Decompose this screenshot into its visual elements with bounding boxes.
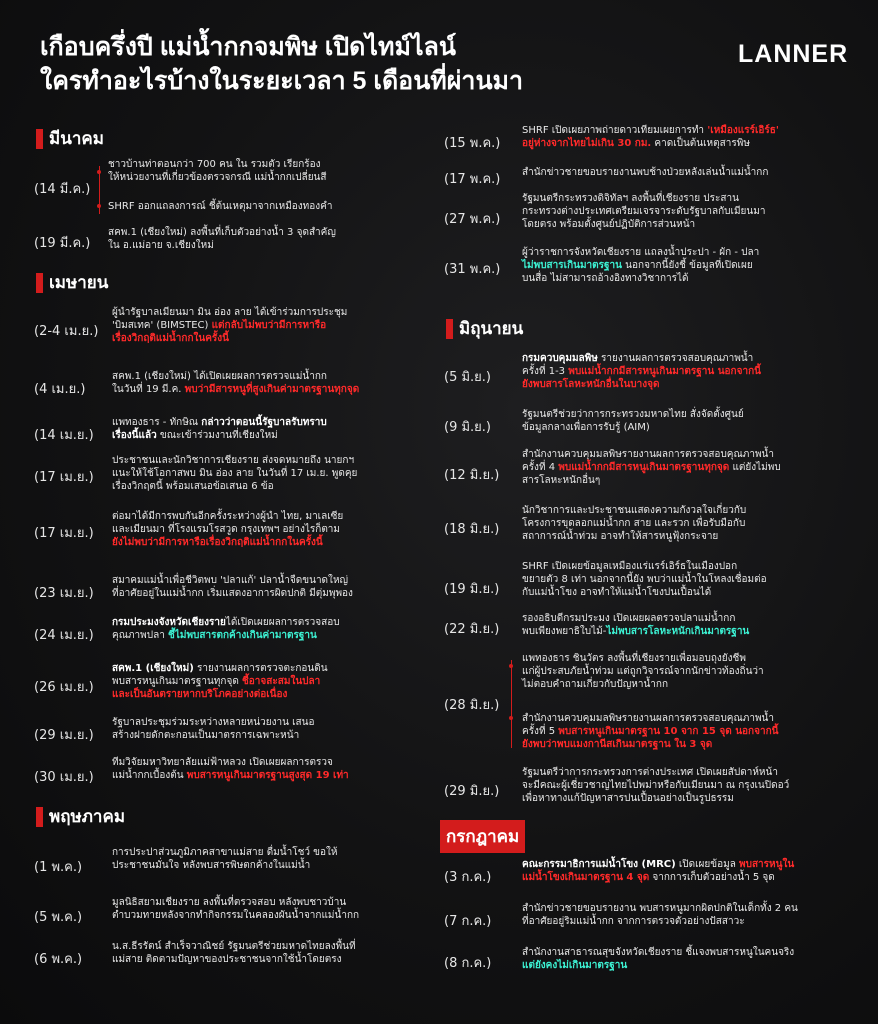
- date-label: (2-4 เม.ย.): [34, 324, 99, 339]
- event-description: รัฐบาลประชุมร่วมระหว่างหลายหน่วยงาน เสนอ สร้างฝายดักตะกอนเป็นมาตรการเฉพาะหน้า: [112, 717, 315, 741]
- month-header-may: พฤษภาคม: [30, 800, 131, 833]
- event-description: SHRF เปิดเผยข้อมูลเหมืองแร่แรร์เอิร์ธในเมืองปอก ขยายตัว 8 เท่า นอกจากนี้ยัง พบว่าแม่น้ำในโหลงเชื่อมต่อ กับแม่น้ำโขง อาจทำให้แม่น้ำโขงปนเปื้อนได้: [522, 561, 767, 598]
- event-description: รองอธิบดีกรมประมง เปิดเผยผลตรวจปลาแม่น้ำกก พบเพียงพยาธิใบไม้-ไม่พบสารโลหะหนักเกินมาตรฐาน: [522, 613, 750, 637]
- event-description: น.ส.ธีรรัตน์ สำเร็จวาณิชย์ รัฐมนตรีช่วยมหาดไทยลงพื้นที่ แม่สาย ติดตามปัญหาของประชาชนจากใช้น้ำโดยตรง: [112, 941, 356, 965]
- event-description: กรมควบคุมมลพิษ รายงานผลการตรวจสอบคุณภาพน้ำ ครั้งที่ 1-3 พบแม่น้ำกกมีสารหนูเกินมาตรฐาน นอกจากนี้ ยังพบสารโลหะหนักอื่นในบางจุด: [522, 353, 761, 390]
- date-label: (18 มิ.ย.): [444, 522, 500, 537]
- event-description: สำนักข่าวชายขอบรายงาน พบสารหนูมากผิดปกติในเด็กทั้ง 2 คน ที่อาศัยอยู่ริมแม่น้ำกก จากการตรวจตัวอย่างปัสสาวะ: [522, 903, 798, 927]
- event-description: นักวิชาการและประชาชนแสดงความกังวลใจเกี่ยวกับ โครงการขุดลอกแม่น้ำกก สาย และรวก เพื่อรับมือกับ สถาการณ์น้ำท่วม อาจทำให้สารหนูฟุ้งกระจาย: [522, 505, 747, 542]
- red-bar-icon: [36, 273, 43, 293]
- red-bar-icon: [36, 129, 43, 149]
- event-description: สคพ.1 (เชียงใหม่) ลงพื้นที่เก็บตัวอย่างน้ำ 3 จุดสำคัญ ใน อ.แม่อาย จ.เชียงใหม่: [108, 227, 336, 251]
- date-label: (9 มิ.ย.): [444, 420, 491, 435]
- bracket-dot: [509, 664, 513, 668]
- event-description: SHRF เปิดเผยภาพถ่ายดาวเทียมเผยการทำ 'เหมืองแรร์เอิร์ธ' อยู่ห่างจากไทยไม่เกิน 30 กม. คาดเป็นต้นเหตุสารพิษ: [522, 125, 779, 149]
- event-description: สำนักข่าวชายขอบรายงานพบช้างป่วยหลังเล่นน้ำแม่น้ำกก: [522, 167, 769, 178]
- date-label: (29 เม.ย.): [34, 728, 94, 743]
- date-label: (8 ก.ค.): [444, 956, 492, 971]
- bracket-line: [511, 660, 512, 748]
- date-label: (3 ก.ค.): [444, 870, 492, 885]
- date-label: (14 เม.ย.): [34, 428, 94, 443]
- date-label: (4 เม.ย.): [34, 382, 86, 397]
- bracket-dot: [97, 204, 101, 208]
- event-description: ชาวบ้านท่าตอนกว่า 700 คน ใน รวมตัว เรียกร้อง ให้หน่วยงานที่เกี่ยวข้องตรวจกรณี แม่น้ำกกเปลี่ยนสี: [108, 159, 327, 183]
- date-label: (1 พ.ค.): [34, 860, 83, 875]
- event-description: คณะกรรมาธิการแม่น้ำโขง (MRC) เปิดเผยข้อมูล พบสารหนูใน แม่น้ำโขงเกินมาตรฐาน 4 จุด จากการเก็บตัวอย่างน้ำ 5 จุด: [522, 859, 795, 883]
- date-label: (19 มิ.ย.): [444, 582, 500, 597]
- event-description: สำนักงานควบคุมมลพิษรายงานผลการตรวจสอบคุณภาพน้ำ ครั้งที่ 4 พบแม่น้ำกกมีสารหนูเกินมาตรฐานทุกจุด แต่ยังไม่พบ สารโลหะหนักอื่นๆ: [522, 449, 781, 486]
- event-description: แพทองธาร - ทักษิณ กล่าวว่าตอนนี้รัฐบาลรับทราบ เรื่องนี้แล้ว ขณะเข้าร่วมงานที่เชียงใหม่: [112, 417, 327, 441]
- date-label: (17 เม.ย.): [34, 470, 94, 485]
- event-description: ต่อมาได้มีการพบกันอีกครั้งระหว่างผู้นำ ไทย, มาเลเซีย และเมียนมา ที่โรงแรมโรสวูด กรุงเทพฯ อย่างไรก็ตาม ยังไม่พบว่ามีการหารือเรื่องวิกฤติแม่น้ำกกในครั้งนี้: [112, 511, 344, 548]
- event-description: สคพ.1 (เชียงใหม่) ได้เปิดเผยผลการตรวจแม่น้ำกก ในวันที่ 19 มี.ค. พบว่ามีสารหนูที่สูงเกินค่ามาตรฐานทุกจุด: [112, 371, 360, 395]
- lanner-logo: LANNER: [738, 40, 849, 68]
- title-line-2: ใครทำอะไรบ้างในระยะเวลา 5 เดือนที่ผ่านมา: [40, 67, 524, 95]
- date-label: (15 พ.ค.): [444, 136, 501, 151]
- event-description: ทีมวิจัยมหาวิทยาลัยแม่ฟ้าหลวง เปิดเผยผลการตรวจ แม่น้ำกกเบื้องต้น พบสารหนูเกินมาตรฐานสูงสุด 19 เท่า: [112, 757, 349, 781]
- event-description: กรมประมงจังหวัดเชียงรายได้เปิดเผยผลการตรวจสอบ คุณภาพปลา ชี้ไม่พบสารตกค้างเกินค่ามาตรฐาน: [112, 617, 340, 641]
- date-label: (6 พ.ค.): [34, 952, 83, 967]
- month-header-april: เมษายน: [30, 266, 114, 299]
- event-description: รัฐมนตรีว่าการกระทรวงการต่างประเทศ เปิดเผยสัปดาห์หน้า จะมีคณะผู้เชี่ยวชาญไทยไปพม่าหรือกับเมียนมา ณ กรุงเนปิดอว์ เพื่อหาทางแก้ปัญหาสารปนเปื้อนอย่างเป็นรูปธรรม: [522, 767, 790, 804]
- date-label: (5 พ.ค.): [34, 910, 83, 925]
- event-description: แพทองธาร ชินวัตร ลงพื้นที่เชียงรายเพื่อมอบถุงยังชีพ แก่ผู้ประสบภัยน้ำท่วม แต่ถูกวิจารณ์จากนักข่าวท้องถิ่นว่า ไม่ตอบคำถามเกี่ยวกับปัญหาน้ำกก: [522, 653, 764, 690]
- bracket-dot: [509, 716, 513, 720]
- date-label: (7 ก.ค.): [444, 914, 492, 929]
- event-description: สำนักงานควบคุมมลพิษรายงานผลการตรวจสอบคุณภาพน้ำ ครั้งที่ 5 พบสารหนูเกินมาตรฐาน 10 จาก 15 จุด นอกจากนี้ ยังพบว่าพบแมงกานีสเกินมาตรฐาน ใน 3 จุด: [522, 713, 779, 750]
- date-label: (19 มี.ค.): [34, 236, 91, 251]
- date-label: (31 พ.ค.): [444, 262, 501, 277]
- month-header-june: มิถุนายน: [440, 312, 529, 345]
- month-header-july: กรกฎาคม: [440, 820, 525, 853]
- date-label: (30 เม.ย.): [34, 770, 94, 785]
- title-line-1: เกือบครึ่งปี แม่น้ำกกจมพิษ เปิดไทม์ไลน์: [40, 33, 456, 61]
- date-label: (28 มิ.ย.): [444, 698, 500, 713]
- event-description: สคพ.1 (เชียงใหม่) รายงานผลการตรวจตะกอนดิน พบสารหนูเกินมาตรฐานทุกจุด ชี้อาจสะสมในปลา และเป็นอันตรายหากบริโภคอย่างต่อเนื่อง: [112, 663, 328, 700]
- page-title: [40, 30, 680, 98]
- event-description: ผู้นำรัฐบาลเมียนมา มิน อ่อง ลาย ได้เข้าร่วมการประชุม 'บิมสเทค' (BIMSTEC) แต่กลับไม่พบว่ามีการหารือ เรื่องวิกฤติแม่น้ำกกในครั้งนี้: [112, 307, 348, 344]
- month-header-march: มีนาคม: [30, 122, 110, 155]
- event-description: มูลนิธิสยามเชียงราย ลงพื้นที่ตรวจสอบ หลังพบชาวบ้าน ตำบวมทายหลังจากทำกิจกรรมในคลองผันน้ำจากแม่น้ำกก: [112, 897, 360, 921]
- date-label: (26 เม.ย.): [34, 680, 94, 695]
- event-description: สมาคมแม่น้ำเพื่อชีวิตพบ 'ปลาแก้' ปลาน้ำจืดขนาดใหญ่ ที่อาศัยอยู่ในแม่น้ำกก เริ่มแสดงอาการผิดปกติ มีตุ่มพุพอง: [112, 575, 353, 599]
- date-label: (14 มี.ค.): [34, 182, 91, 197]
- date-label: (17 เม.ย.): [34, 526, 94, 541]
- date-label: (29 มิ.ย.): [444, 784, 500, 799]
- red-bar-icon: [36, 807, 43, 827]
- date-label: (17 พ.ค.): [444, 172, 501, 187]
- event-description: รัฐมนตรีกระทรวงดิจิทัลฯ ลงพื้นที่เชียงราย ประสาน กระทรวงต่างประเทศเตรียมเจรจาระดับรัฐบาลกับเมียนมา โดยตรง พร้อมตั้งศูนย์ปฏิบัติการส่วนหน้า: [522, 193, 766, 230]
- date-label: (24 เม.ย.): [34, 628, 94, 643]
- red-bar-icon: [446, 319, 453, 339]
- date-label: (12 มิ.ย.): [444, 468, 500, 483]
- date-label: (22 มิ.ย.): [444, 622, 500, 637]
- event-description: รัฐมนตรีช่วยว่าการกระทรวงมหาดไทย สั่งจัดตั้งศูนย์ ข้อมูลกลางเพื่อการรับรู้ (AIM): [522, 409, 744, 433]
- date-label: (27 พ.ค.): [444, 212, 501, 227]
- date-label: (5 มิ.ย.): [444, 370, 491, 385]
- date-label: (23 เม.ย.): [34, 586, 94, 601]
- event-description: การประปาส่วนภูมิภาคสาขาแม่สาย ดื่มน้ำโชว์ ขอให้ ประชาชนมั่นใจ หลังพบสารพิษตกค้างในแม่น้ำ: [112, 847, 338, 871]
- bracket-dot: [97, 170, 101, 174]
- event-description: ผู้ว่าราชการจังหวัดเชียงราย แถลงน้ำประปา - ผัก - ปลา ไม่พบสารเกินมาตรฐาน นอกจากนี้ยังชี้ ข้อมูลที่เปิดเผย บนสื่อ ไม่สามารถอ้างอิงทางวิชาการได้: [522, 247, 760, 284]
- event-description: ประชาชนและนักวิชาการเชียงราย ส่งจดหมายถึง นายกฯ แนะให้ใช้โอกาสพบ มิน อ่อง ลาย ในวันที่ 17 เม.ย. พูดคุย เรื่องวิกฤตนี้ พร้อมเสนอข้อเสนอ 6 ข้อ: [112, 455, 358, 492]
- event-description: สำนักงานสาธารณสุขจังหวัดเชียงราย ชี้แจงพบสารหนูในคนจริง แต่ยังคงไม่เกินมาตรฐาน: [522, 947, 795, 971]
- event-description: SHRF ออกแถลงการณ์ ชี้ต้นเหตุมาจากเหมืองทองคำ: [108, 201, 333, 212]
